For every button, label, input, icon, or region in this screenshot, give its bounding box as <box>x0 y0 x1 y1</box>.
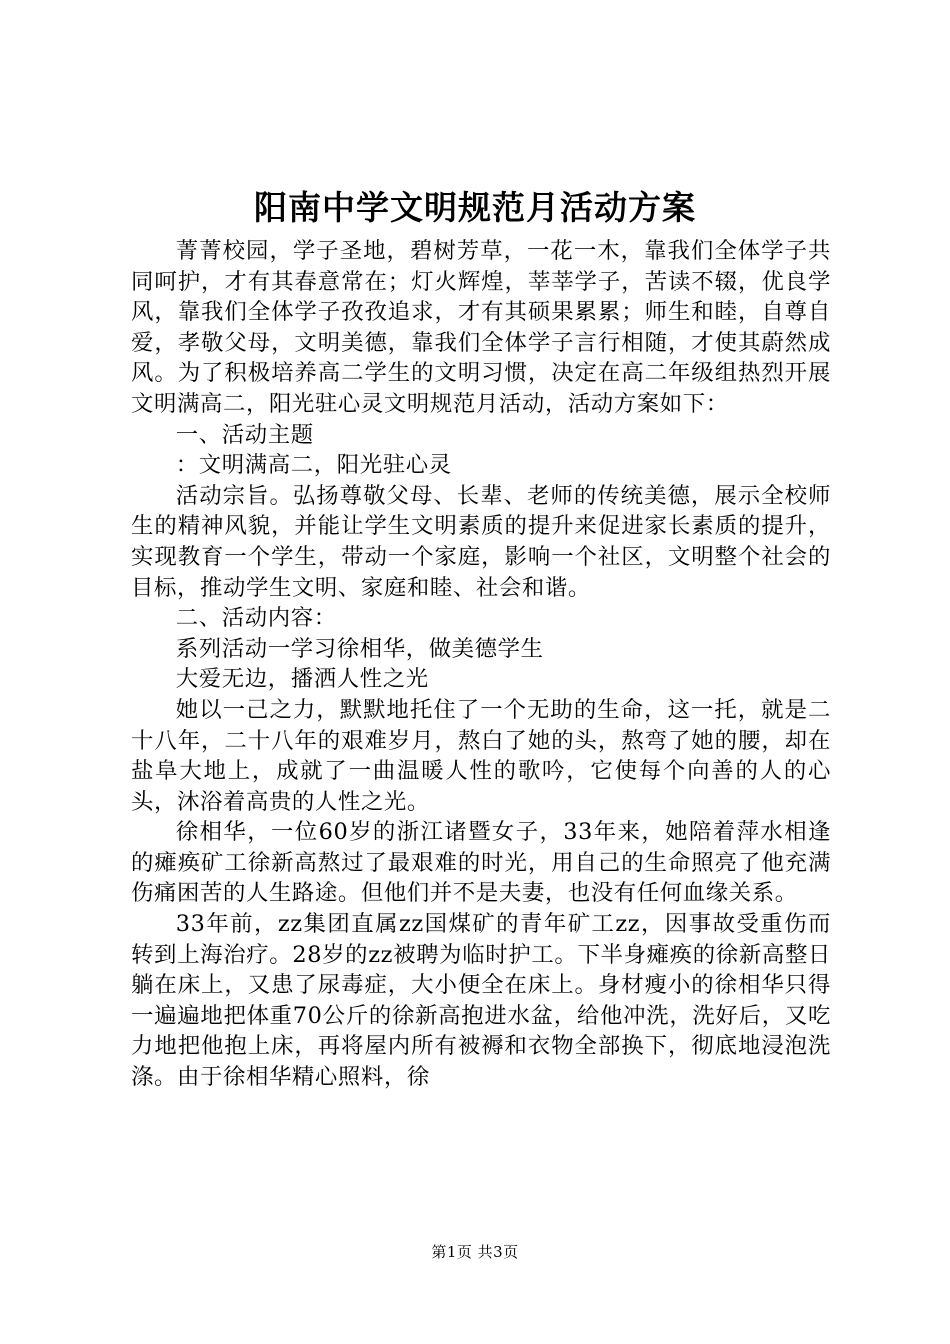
document-title: 阳南中学文明规范月活动方案 <box>254 188 696 227</box>
paragraph-series-one: 系列活动一学习徐相华，做美德学生 <box>175 635 544 662</box>
paragraph-theme: ：文明满高二，阳光驻心灵 <box>175 452 452 479</box>
paragraph-story-1: 她以一己之力，默默地托住了一个无助的生命，这一托，就是二十八年，二十八年的艰难岁月，熬白了她的头，熬弯了她的腰，却在盐阜大地上，成就了一曲温暖人性的歌吟，它使每个向善的人的心头，沐浴着高贵的人性之光。 <box>131 696 831 815</box>
paragraph-purpose: 活动宗旨。弘扬尊敬父母、长辈、老师的传统美德，展示全校师生的精神风貌，并能让学生文明素质的提升来促进家长素质的提升，实现教育一个学生，带动一个家庭，影响一个社区，文明整个社会的目标，推动学生文明、家庭和睦、社会和谐。 <box>131 482 831 601</box>
heading-activity-theme: 一、活动主题 <box>175 421 314 448</box>
paragraph-story-2: 徐相华，一位60岁的浙江诸暨女子，33年来，她陪着萍水相逢的瘫痪矿工徐新高熬过了最艰难的时光，用自己的生命照亮了他充满伤痛困苦的人生路途。但他们并不是夫妻，也没有任何血缘关系。 <box>131 819 831 907</box>
paragraph-subtitle: 大爱无边，播洒人性之光 <box>175 666 429 693</box>
heading-activity-content: 二、活动内容： <box>175 605 337 632</box>
document-body <box>131 236 831 1093</box>
paragraph-intro: 菁菁校园，学子圣地，碧树芳草，一花一木，靠我们全体学子共同呵护，才有其春意常在；灯火辉煌，莘莘学子，苦读不辍，优良学风，靠我们全体学子孜孜追求，才有其硕果累累；师生和睦，自尊自爱，孝敬父母，文明美德，靠我们全体学子言行相随，才使其蔚然成风。为了积极培养高二学生的文明习惯，决定在高二年级组热烈开展文明满高二，阳光驻心灵文明规范月活动，活动方案如下： <box>131 238 831 417</box>
page-footer: 第1页 共3页 <box>431 1243 519 1261</box>
paragraph-story-3: 33年前，zz集团直属zz国煤矿的青年矿工zz，因事故受重伤而转到上海治疗。28岁的zz被聘为临时护工。下半身瘫痪的徐新高整日躺在床上，又患了尿毒症，大小便全在床上。身材瘦小的徐相华只得一遍遍地把体重70公斤的徐新高抱进水盆，给他冲洗，洗好后，又吃力地把他抱上床，再将屋内所有被褥和衣物全部换下，彻底地浸泡洗涤。由于徐相华精心照料，徐 <box>131 911 831 1091</box>
